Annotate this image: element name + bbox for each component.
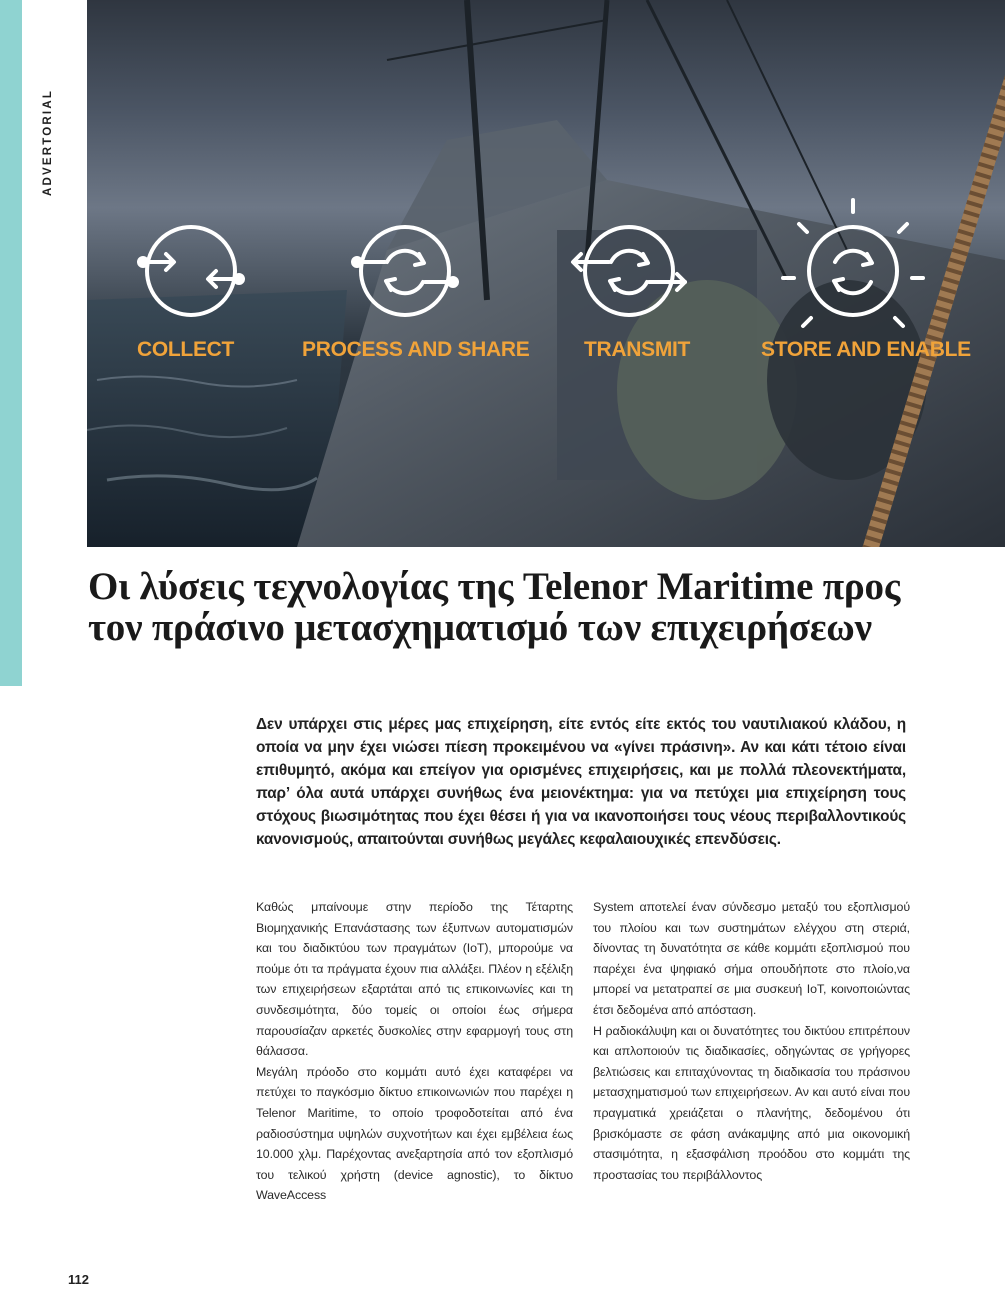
lead-paragraph: Δεν υπάρχει στις μέρες μας επιχείρηση, είτε εντός είτε εκτός του ναυτιλιακού κλάδου, η οποία να μην έχει νιώσει πίεση προκειμένου να «γίνει πράσινη». Αν και κάτι τέτοιο είναι επιθυμητό, ακόμα και επείγον για ορισμένες επιχειρήσεις, και με πολλά πλεονεκτήματα, παρ’ όλα αυτά υπάρχει συνήθως ένα μειονέκτημα: για να πετύχει μια επιχείρηση τους στόχους βιωσιμότητας που έχει θέσει ή για να ικανοποιήσει τους νέους περιβαλλοντικούς κανονισμούς, απαιτούνται συνήθως μεγάλες κεφαλαιουχικές επενδύσεις. — [256, 716, 906, 848]
ship-deck-illustration — [87, 0, 1005, 547]
icon-label-collect: COLLECT — [137, 338, 235, 361]
body-column-left — [256, 897, 573, 1206]
icon-label-store-enable: STORE AND ENABLE — [761, 338, 971, 361]
headline: Οι λύσεις τεχνολογίας της Telenor Maritime προς τον πράσινο μετασχηματισμό των επιχειρήσεων — [88, 565, 901, 649]
icon-label-process-share: PROCESS AND SHARE — [302, 338, 530, 361]
body-paragraph: System αποτελεί έναν σύνδεσμο μεταξύ του εξοπλισμού του πλοίου και των συστημάτων ελέγχου στη στεριά, δίνοντας τη δυνατότητα σε κάθε κομμάτι εξοπλισμού που παρέχει ένα ψηφιακό σήμα οπουδήποτε στο πλοίο,να μπορεί να μετατραπεί σε μια συσκευή IoT, κοινοποιώντας έτσι δεδομένα από απόσταση. — [593, 900, 910, 1017]
page-number: 112 — [68, 1272, 89, 1287]
body-paragraph: Η ραδιοκάλυψη και οι δυνατότητες του δικτύου επιτρέπουν και απλοποιούν τις διαδικασίες, οδηγώντας σε γρήγορες βελτιώσεις και επιταχύνοντας τη διαδικασία του πράσινου μετασχηματισμού των επιχειρήσεων. Αν και αυτό είναι που πραγματικά χρειάζεται ο πλανήτης, δεδομένου ότι βρισκόμαστε σε φάση ανάκαμψης από μια οικονομική στασιμότητα, η εξασφάλιση προόδου στο κομμάτι της προστασίας του περιβάλλοντος — [593, 1023, 910, 1182]
body-paragraph: Μεγάλη πρόοδο στο κομμάτι αυτό έχει καταφέρει να πετύχει το παγκόσμιο δίκτυο επικοινωνιών που παρέχει η Telenor Maritime, το οποίο τροφοδοτείται από ένα ραδιοσύστημα υψηλών συχνοτήτων και έχει εμβέλεια έως 10.000 χλμ. Παρέχοντας ανεξαρτησία από τον εξοπλισμό του τελικού χρήστη (device agnostic), το δίκτυο WaveAccess — [256, 1064, 573, 1203]
icon-label-transmit: TRANSMIT — [584, 338, 691, 361]
hero-photo — [87, 0, 1005, 547]
section-label: ADVERTORIAL — [42, 88, 54, 196]
body-paragraph: Καθώς μπαίνουμε στην περίοδο της Τέταρτης Βιομηχανικής Επανάστασης των έξυπνων αυτοματισμών και του διαδικτύου των πραγμάτων (IoT), μπορούμε να πούμε ότι τα πράγματα έχουν πια αλλάξει. Πλέον η εξέλιξη των επιχειρήσεων εξαρτάται από τις επικοινωνίες και τη συνδεσιμότητα, δύο τομείς οι οποίοι έως σήμερα παρουσίαζαν αρκετές δυσκολίες στην εφαρμογή τους στη θάλασσα. — [256, 900, 573, 1059]
sea-surface — [87, 290, 347, 547]
body-column-right — [593, 897, 910, 1185]
sidebar-accent-strip — [0, 0, 22, 686]
